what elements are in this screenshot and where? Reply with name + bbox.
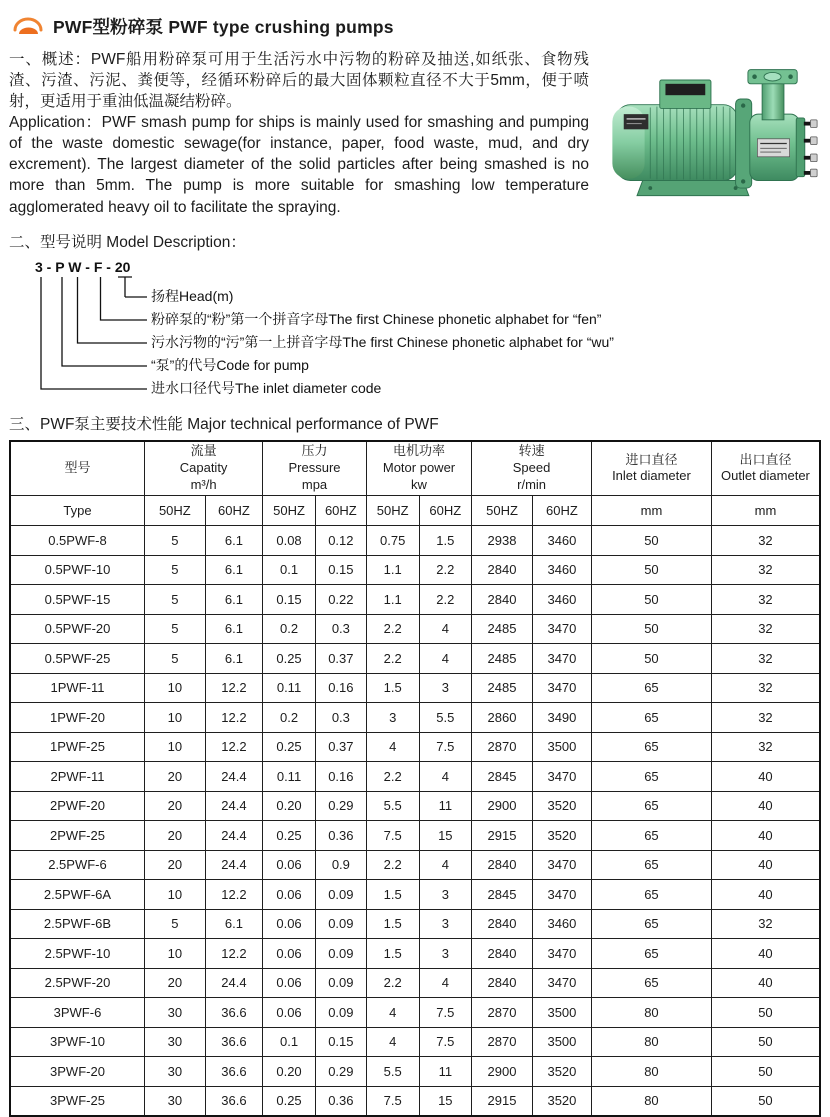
cell-value: 6.1 [205, 555, 263, 585]
cell-value: 3 [419, 673, 472, 703]
cell-value: 36.6 [205, 998, 263, 1028]
cell-value: 32 [711, 732, 820, 762]
cell-value: 0.06 [263, 968, 316, 998]
cell-value: 80 [592, 1057, 712, 1087]
col-motor-power: 电机功率 Motor power kw [366, 441, 471, 496]
cell-model-type: 0.5PWF-15 [10, 585, 144, 615]
table-row [10, 939, 820, 969]
col-inlet-diameter: 进口直径 Inlet diameter [592, 441, 712, 496]
table-row [10, 880, 820, 910]
cell-value: 0.15 [315, 555, 366, 585]
table-row [10, 673, 820, 703]
cell-value: 10 [144, 880, 205, 910]
cell-value: 0.36 [315, 821, 366, 851]
cell-value: 65 [592, 909, 712, 939]
cell-value: 50 [711, 1027, 820, 1057]
cell-value: 2845 [472, 880, 533, 910]
cell-value: 0.25 [263, 821, 316, 851]
cell-value: 40 [711, 968, 820, 998]
cell-value: 10 [144, 703, 205, 733]
cell-value: 30 [144, 1057, 205, 1087]
cell-value: 2915 [472, 821, 533, 851]
subcol-inlet-mm: mm [592, 496, 712, 526]
subcol-pressure-50hz: 50HZ [263, 496, 316, 526]
table-row [10, 968, 820, 998]
spec-table [9, 440, 821, 1117]
cell-value: 5.5 [366, 791, 419, 821]
cell-value: 3470 [532, 968, 591, 998]
cell-value: 2900 [472, 1057, 533, 1087]
table-row [10, 644, 820, 674]
cell-value: 0.16 [315, 673, 366, 703]
branch-label-wu: 污水污物的“污”第一上拼音字母The first Chinese phonetic alphabet for “wu” [151, 333, 614, 350]
model-code-diagram [17, 258, 827, 400]
cell-value: 40 [711, 939, 820, 969]
cell-value: 0.25 [263, 644, 316, 674]
cell-value: 2840 [472, 968, 533, 998]
cell-value: 6.1 [205, 614, 263, 644]
subcol-motor-50hz: 50HZ [366, 496, 419, 526]
cell-value: 0.08 [263, 526, 316, 556]
header-row-groups [10, 441, 820, 496]
cell-value: 65 [592, 732, 712, 762]
cell-value: 0.15 [263, 585, 316, 615]
cell-value: 1.5 [366, 909, 419, 939]
cell-value: 3500 [532, 732, 591, 762]
cell-value: 15 [419, 1086, 472, 1116]
cell-value: 0.2 [263, 703, 316, 733]
cell-model-type: 1PWF-11 [10, 673, 144, 703]
table-row [10, 1027, 820, 1057]
cell-value: 7.5 [366, 821, 419, 851]
cell-model-type: 2.5PWF-6 [10, 850, 144, 880]
cell-value: 11 [419, 1057, 472, 1087]
branch-label-fen: 粉碎泵的“粉”第一个拼音字母The first Chinese phonetic alphabet for “fen” [151, 310, 602, 327]
branch-line-wu [78, 277, 148, 343]
cell-value: 40 [711, 850, 820, 880]
subcol-type: Type [10, 496, 144, 526]
table-row [10, 585, 820, 615]
cell-value: 12.2 [205, 880, 263, 910]
cell-value: 2870 [472, 732, 533, 762]
cell-value: 10 [144, 939, 205, 969]
cell-value: 10 [144, 732, 205, 762]
model-section-heading: 二、型号说明 Model Description： [9, 233, 246, 251]
cell-model-type: 0.5PWF-20 [10, 614, 144, 644]
table-row [10, 555, 820, 585]
cell-value: 0.9 [315, 850, 366, 880]
cell-value: 0.2 [263, 614, 316, 644]
cell-value: 3 [419, 880, 472, 910]
page-header [11, 14, 821, 39]
table-row [10, 791, 820, 821]
cell-value: 1.5 [366, 673, 419, 703]
cell-value: 40 [711, 762, 820, 792]
cell-value: 3 [419, 909, 472, 939]
cell-value: 7.5 [419, 998, 472, 1028]
cell-value: 1.5 [366, 880, 419, 910]
subcol-speed-50hz: 50HZ [472, 496, 533, 526]
cell-value: 0.09 [315, 968, 366, 998]
cell-value: 12.2 [205, 939, 263, 969]
cell-model-type: 0.5PWF-10 [10, 555, 144, 585]
cell-value: 2.2 [366, 614, 419, 644]
table-row [10, 703, 820, 733]
cell-model-type: 1PWF-25 [10, 732, 144, 762]
cell-value: 6.1 [205, 909, 263, 939]
cell-value: 0.06 [263, 909, 316, 939]
cell-value: 1.5 [419, 526, 472, 556]
table-row [10, 909, 820, 939]
col-speed: 转速 Speed r/min [472, 441, 592, 496]
cell-value: 32 [711, 644, 820, 674]
overview-section [9, 49, 821, 218]
table-row [10, 821, 820, 851]
cell-value: 2915 [472, 1086, 533, 1116]
cell-value: 50 [711, 1057, 820, 1087]
cell-value: 0.12 [315, 526, 366, 556]
cell-value: 4 [419, 850, 472, 880]
cell-value: 40 [711, 880, 820, 910]
cell-value: 5 [144, 614, 205, 644]
cell-value: 3520 [532, 1086, 591, 1116]
cell-value: 0.29 [315, 1057, 366, 1087]
cell-value: 0.37 [315, 644, 366, 674]
cell-value: 65 [592, 703, 712, 733]
cell-value: 0.37 [315, 732, 366, 762]
cell-value: 65 [592, 821, 712, 851]
cell-value: 0.20 [263, 1057, 316, 1087]
cell-value: 20 [144, 968, 205, 998]
cell-value: 24.4 [205, 821, 263, 851]
cell-value: 12.2 [205, 732, 263, 762]
cell-value: 65 [592, 762, 712, 792]
cell-value: 65 [592, 968, 712, 998]
cell-value: 0.11 [263, 673, 316, 703]
cell-value: 32 [711, 673, 820, 703]
subcol-pressure-60hz: 60HZ [315, 496, 366, 526]
subcol-speed-60hz: 60HZ [532, 496, 591, 526]
cell-value: 50 [592, 555, 712, 585]
cell-value: 2485 [472, 614, 533, 644]
cell-value: 50 [592, 614, 712, 644]
subcol-outlet-mm: mm [711, 496, 820, 526]
cell-value: 2.2 [366, 762, 419, 792]
cell-value: 12.2 [205, 703, 263, 733]
cell-value: 3460 [532, 526, 591, 556]
cell-value: 2860 [472, 703, 533, 733]
cell-value: 80 [592, 998, 712, 1028]
cell-value: 65 [592, 939, 712, 969]
cell-value: 4 [366, 998, 419, 1028]
cell-value: 65 [592, 791, 712, 821]
table-row [10, 526, 820, 556]
cell-value: 24.4 [205, 762, 263, 792]
cell-value: 3470 [532, 762, 591, 792]
branch-line-fen [101, 277, 148, 320]
col-capacity: 流量 Capatity m³/h [144, 441, 262, 496]
header-row-units [10, 496, 820, 526]
cell-value: 15 [419, 821, 472, 851]
cell-value: 40 [711, 821, 820, 851]
cell-value: 32 [711, 703, 820, 733]
cell-model-type: 3PWF-6 [10, 998, 144, 1028]
cell-value: 4 [419, 762, 472, 792]
cell-value: 3460 [532, 909, 591, 939]
pump-photo [599, 51, 821, 219]
cell-value: 24.4 [205, 968, 263, 998]
cell-value: 0.25 [263, 732, 316, 762]
cell-value: 50 [711, 1086, 820, 1116]
cell-value: 0.11 [263, 762, 316, 792]
cell-value: 3460 [532, 555, 591, 585]
cell-value: 0.06 [263, 880, 316, 910]
cell-value: 2900 [472, 791, 533, 821]
cell-value: 65 [592, 850, 712, 880]
cell-value: 5 [144, 555, 205, 585]
cell-value: 2.2 [366, 968, 419, 998]
cell-value: 2485 [472, 673, 533, 703]
cell-value: 5 [144, 909, 205, 939]
cell-value: 3 [366, 703, 419, 733]
cell-value: 3470 [532, 880, 591, 910]
cell-value: 2840 [472, 939, 533, 969]
table-row [10, 1057, 820, 1087]
cell-value: 7.5 [419, 1027, 472, 1057]
spec-table-body [10, 526, 820, 1116]
cell-value: 4 [419, 644, 472, 674]
cell-value: 3470 [532, 850, 591, 880]
cell-value: 3520 [532, 821, 591, 851]
table-row [10, 998, 820, 1028]
cell-value: 36.6 [205, 1086, 263, 1116]
cell-model-type: 2.5PWF-10 [10, 939, 144, 969]
cell-value: 0.06 [263, 850, 316, 880]
cell-model-type: 2PWF-20 [10, 791, 144, 821]
cell-value: 0.75 [366, 526, 419, 556]
cell-value: 0.22 [315, 585, 366, 615]
cell-value: 0.15 [315, 1027, 366, 1057]
subcol-motor-60hz: 60HZ [419, 496, 472, 526]
branch-label-inlet: 进水口径代号The inlet diameter code [151, 379, 382, 396]
cell-value: 30 [144, 1086, 205, 1116]
cell-value: 0.09 [315, 880, 366, 910]
cell-value: 2840 [472, 585, 533, 615]
col-outlet-diameter: 出口直径 Outlet diameter [711, 441, 820, 496]
cell-value: 3470 [532, 614, 591, 644]
table-row [10, 732, 820, 762]
cell-value: 32 [711, 909, 820, 939]
cell-value: 6.1 [205, 526, 263, 556]
cell-value: 5 [144, 644, 205, 674]
cell-value: 20 [144, 821, 205, 851]
cell-value: 50 [592, 526, 712, 556]
cell-value: 2.2 [419, 555, 472, 585]
branch-label-pump: “泵”的代号Code for pump [151, 356, 309, 373]
cell-value: 32 [711, 526, 820, 556]
cell-value: 2.2 [366, 850, 419, 880]
performance-section-heading: 三、PWF泵主要技术性能 Major technical performance of PWF [9, 415, 439, 433]
overview-paragraph-zh: 一、概述：PWF船用粉碎泵可用于生活污水中污物的粉碎及抽送,如纸张、食物残渣、污渣、污泥、粪便等，经循环粉碎后的最大固体颗粒直径不大于5mm，便于喷射，更适用于重油低温凝结粉碎。 [9, 51, 589, 111]
cell-value: 10 [144, 673, 205, 703]
cell-value: 50 [592, 585, 712, 615]
cell-value: 3 [419, 939, 472, 969]
cell-value: 3500 [532, 998, 591, 1028]
cell-value: 0.06 [263, 939, 316, 969]
cell-model-type: 3PWF-25 [10, 1086, 144, 1116]
cell-value: 30 [144, 1027, 205, 1057]
cell-value: 11 [419, 791, 472, 821]
cell-value: 0.16 [315, 762, 366, 792]
cell-value: 2840 [472, 909, 533, 939]
table-row [10, 1086, 820, 1116]
cell-value: 20 [144, 791, 205, 821]
cell-value: 50 [711, 998, 820, 1028]
cell-value: 5.5 [366, 1057, 419, 1087]
cell-value: 7.5 [366, 1086, 419, 1116]
branch-line-inlet [41, 277, 147, 389]
cell-value: 2840 [472, 850, 533, 880]
table-row [10, 614, 820, 644]
cell-value: 32 [711, 614, 820, 644]
pump-illustration-icon [601, 61, 819, 209]
cell-value: 0.25 [263, 1086, 316, 1116]
cell-value: 2938 [472, 526, 533, 556]
cell-value: 2870 [472, 998, 533, 1028]
brand-arc-icon [11, 15, 45, 39]
branch-line-pump [62, 277, 147, 366]
cell-value: 2870 [472, 1027, 533, 1057]
cell-value: 0.36 [315, 1086, 366, 1116]
cell-value: 36.6 [205, 1057, 263, 1087]
cell-value: 0.1 [263, 555, 316, 585]
cell-value: 40 [711, 791, 820, 821]
subcol-capacity-50hz: 50HZ [144, 496, 205, 526]
cell-value: 0.29 [315, 791, 366, 821]
cell-value: 24.4 [205, 850, 263, 880]
cell-value: 0.3 [315, 703, 366, 733]
cell-value: 1.1 [366, 555, 419, 585]
cell-value: 12.2 [205, 673, 263, 703]
cell-value: 36.6 [205, 1027, 263, 1057]
cell-model-type: 3PWF-10 [10, 1027, 144, 1057]
cell-value: 3490 [532, 703, 591, 733]
table-row [10, 762, 820, 792]
cell-value: 4 [419, 968, 472, 998]
cell-model-type: 1PWF-20 [10, 703, 144, 733]
cell-model-type: 2PWF-11 [10, 762, 144, 792]
cell-model-type: 3PWF-20 [10, 1057, 144, 1087]
cell-model-type: 2.5PWF-20 [10, 968, 144, 998]
cell-value: 2840 [472, 555, 533, 585]
cell-value: 7.5 [419, 732, 472, 762]
cell-value: 3470 [532, 673, 591, 703]
cell-value: 0.1 [263, 1027, 316, 1057]
table-row [10, 850, 820, 880]
cell-value: 0.09 [315, 909, 366, 939]
cell-model-type: 0.5PWF-8 [10, 526, 144, 556]
subcol-capacity-60hz: 60HZ [205, 496, 263, 526]
cell-value: 2485 [472, 644, 533, 674]
cell-value: 30 [144, 998, 205, 1028]
cell-value: 32 [711, 585, 820, 615]
cell-value: 3520 [532, 791, 591, 821]
cell-value: 32 [711, 555, 820, 585]
cell-value: 65 [592, 673, 712, 703]
cell-value: 3500 [532, 1027, 591, 1057]
cell-value: 0.09 [315, 998, 366, 1028]
overview-paragraph-en: Application：PWF smash pump for ships is mainly used for smashing and pumping of the waste domestic sewage(for instance, paper, food waste, mud, and dry excrement). The largest diameter of the solid particles after being smashed is no more than 5mm. The pump is more suitable for smashing low temperature agglomerated heavy oil to facilitate the spraying. [9, 114, 589, 216]
cell-model-type: 2PWF-25 [10, 821, 144, 851]
col-type: 型号 [10, 441, 144, 496]
cell-value: 50 [592, 644, 712, 674]
cell-value: 2.2 [366, 644, 419, 674]
cell-model-type: 2.5PWF-6A [10, 880, 144, 910]
cell-value: 5 [144, 526, 205, 556]
cell-value: 2.2 [419, 585, 472, 615]
cell-value: 24.4 [205, 791, 263, 821]
branch-line-head [118, 277, 147, 297]
cell-model-type: 0.5PWF-25 [10, 644, 144, 674]
cell-value: 4 [366, 732, 419, 762]
cell-value: 0.20 [263, 791, 316, 821]
cell-value: 6.1 [205, 644, 263, 674]
page-title: PWF型粉碎泵 PWF type crushing pumps [53, 17, 394, 37]
cell-model-type: 2.5PWF-6B [10, 909, 144, 939]
cell-value: 0.3 [315, 614, 366, 644]
cell-value: 20 [144, 850, 205, 880]
cell-value: 2845 [472, 762, 533, 792]
cell-value: 1.1 [366, 585, 419, 615]
cell-value: 0.09 [315, 939, 366, 969]
cell-value: 80 [592, 1086, 712, 1116]
cell-value: 80 [592, 1027, 712, 1057]
cell-value: 5.5 [419, 703, 472, 733]
cell-value: 5 [144, 585, 205, 615]
cell-value: 4 [366, 1027, 419, 1057]
cell-value: 3470 [532, 939, 591, 969]
cell-value: 3520 [532, 1057, 591, 1087]
model-code: 3 - P W - F - 20 [35, 258, 131, 275]
cell-value: 65 [592, 880, 712, 910]
cell-value: 0.06 [263, 998, 316, 1028]
cell-value: 4 [419, 614, 472, 644]
cell-value: 3470 [532, 644, 591, 674]
branch-label-head: 扬程Head(m) [151, 287, 234, 304]
col-pressure: 压力 Pressure mpa [263, 441, 367, 496]
cell-value: 6.1 [205, 585, 263, 615]
cell-value: 20 [144, 762, 205, 792]
cell-value: 1.5 [366, 939, 419, 969]
cell-value: 3460 [532, 585, 591, 615]
